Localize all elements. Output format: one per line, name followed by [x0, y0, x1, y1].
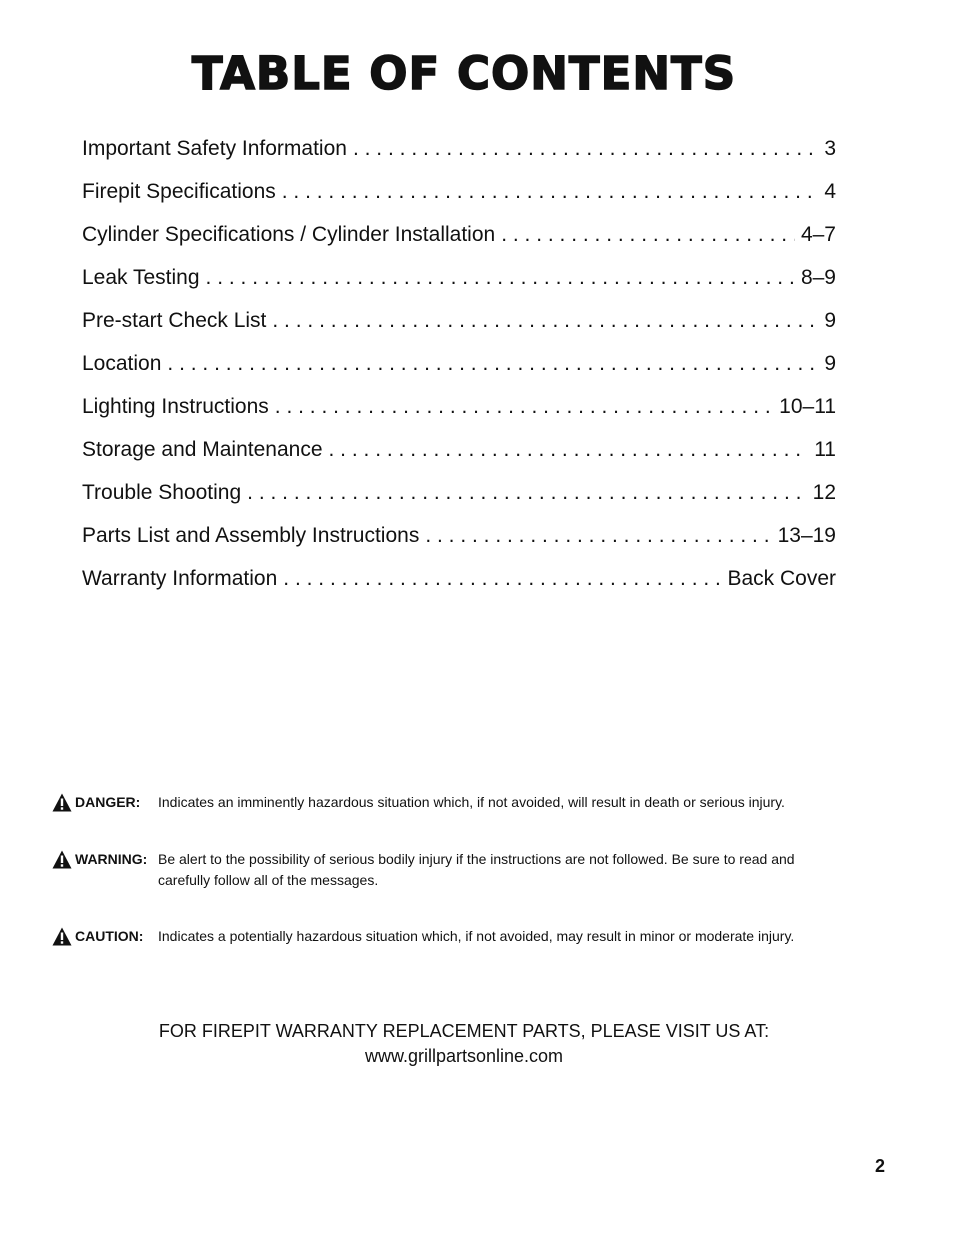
toc-entry	[82, 431, 836, 474]
toc-dot-leader	[247, 474, 806, 512]
toc-entry	[82, 130, 836, 173]
toc-entry-label: Parts List and Assembly Instructions	[82, 524, 420, 547]
toc-dot-leader	[283, 560, 721, 598]
toc-entry	[82, 302, 836, 345]
warning-triangle-icon	[52, 927, 72, 946]
toc-entry-page: 4–7	[800, 223, 836, 246]
toc-entry-label: Trouble Shooting	[82, 481, 242, 504]
warning-triangle-icon	[52, 850, 72, 869]
toc-entry-label: Cylinder Specifications / Cylinder Installation	[82, 223, 496, 246]
toc-entry-page: 3	[824, 137, 836, 160]
visit-text: FOR FIREPIT WARRANTY REPLACEMENT PARTS, PLEASE VISIT US AT:	[158, 1021, 770, 1041]
toc-entry-label: Warranty Information	[82, 567, 278, 590]
toc-entry	[82, 517, 836, 560]
parts-visit-notice	[0, 1019, 928, 1069]
toc-entry-page: 9	[824, 309, 836, 332]
toc-dot-leader	[272, 302, 818, 340]
toc-entry-label: Lighting Instructions	[82, 395, 269, 418]
toc-entry-label: Important Safety Information	[82, 137, 347, 160]
toc-entry-label: Pre-start Check List	[82, 309, 267, 332]
notice-text: Indicates an imminently hazardous situation which, if not avoided, will result in death or serious injury.	[158, 794, 785, 810]
toc-dot-leader	[329, 431, 809, 469]
page-number: 2	[874, 1156, 885, 1176]
notice-warning	[52, 849, 842, 891]
notice-text: Be alert to the possibility of serious bodily injury if the instructions are not followed. Be sure to read and carefully follow all of the messages.	[158, 851, 795, 888]
toc-dot-leader	[501, 216, 795, 254]
table-of-contents	[82, 130, 836, 603]
notice-danger	[52, 792, 842, 813]
website-link[interactable]: www.grillpartsonline.com	[364, 1046, 564, 1066]
toc-dot-leader	[167, 345, 818, 383]
toc-entry	[82, 474, 836, 517]
toc-entry	[82, 560, 836, 603]
toc-entry-page: Back Cover	[727, 567, 836, 590]
toc-entry-page: 8–9	[800, 266, 836, 289]
toc-entry-page: 13–19	[777, 524, 836, 547]
toc-entry-page: 11	[814, 438, 836, 461]
toc-entry	[82, 173, 836, 216]
toc-entry	[82, 259, 836, 302]
warning-triangle-icon	[52, 793, 72, 812]
toc-entry-label: Firepit Specifications	[82, 180, 276, 203]
toc-entry	[82, 216, 836, 259]
toc-dot-leader	[425, 517, 771, 555]
toc-dot-leader	[206, 259, 795, 297]
notice-label: CAUTION:	[75, 928, 144, 944]
toc-entry	[82, 345, 836, 388]
toc-entry-label: Location	[82, 352, 162, 375]
toc-entry	[82, 388, 836, 431]
notice-label: DANGER:	[75, 794, 141, 810]
toc-entry-page: 12	[812, 481, 836, 504]
toc-entry-page: 10–11	[779, 395, 836, 418]
page-title: TABLE OF CONTENTS	[191, 47, 737, 100]
notice-text: Indicates a potentially hazardous situation which, if not avoided, may result in minor or moderate injury.	[158, 928, 795, 944]
notice-label: WARNING:	[75, 851, 148, 867]
toc-dot-leader	[353, 130, 818, 168]
toc-entry-page: 4	[824, 180, 836, 203]
toc-dot-leader	[282, 173, 819, 211]
toc-entry-page: 9	[824, 352, 836, 375]
notice-caution	[52, 926, 842, 947]
toc-dot-leader	[275, 388, 773, 426]
toc-entry-label: Leak Testing	[82, 266, 200, 289]
toc-entry-label: Storage and Maintenance	[82, 438, 323, 461]
